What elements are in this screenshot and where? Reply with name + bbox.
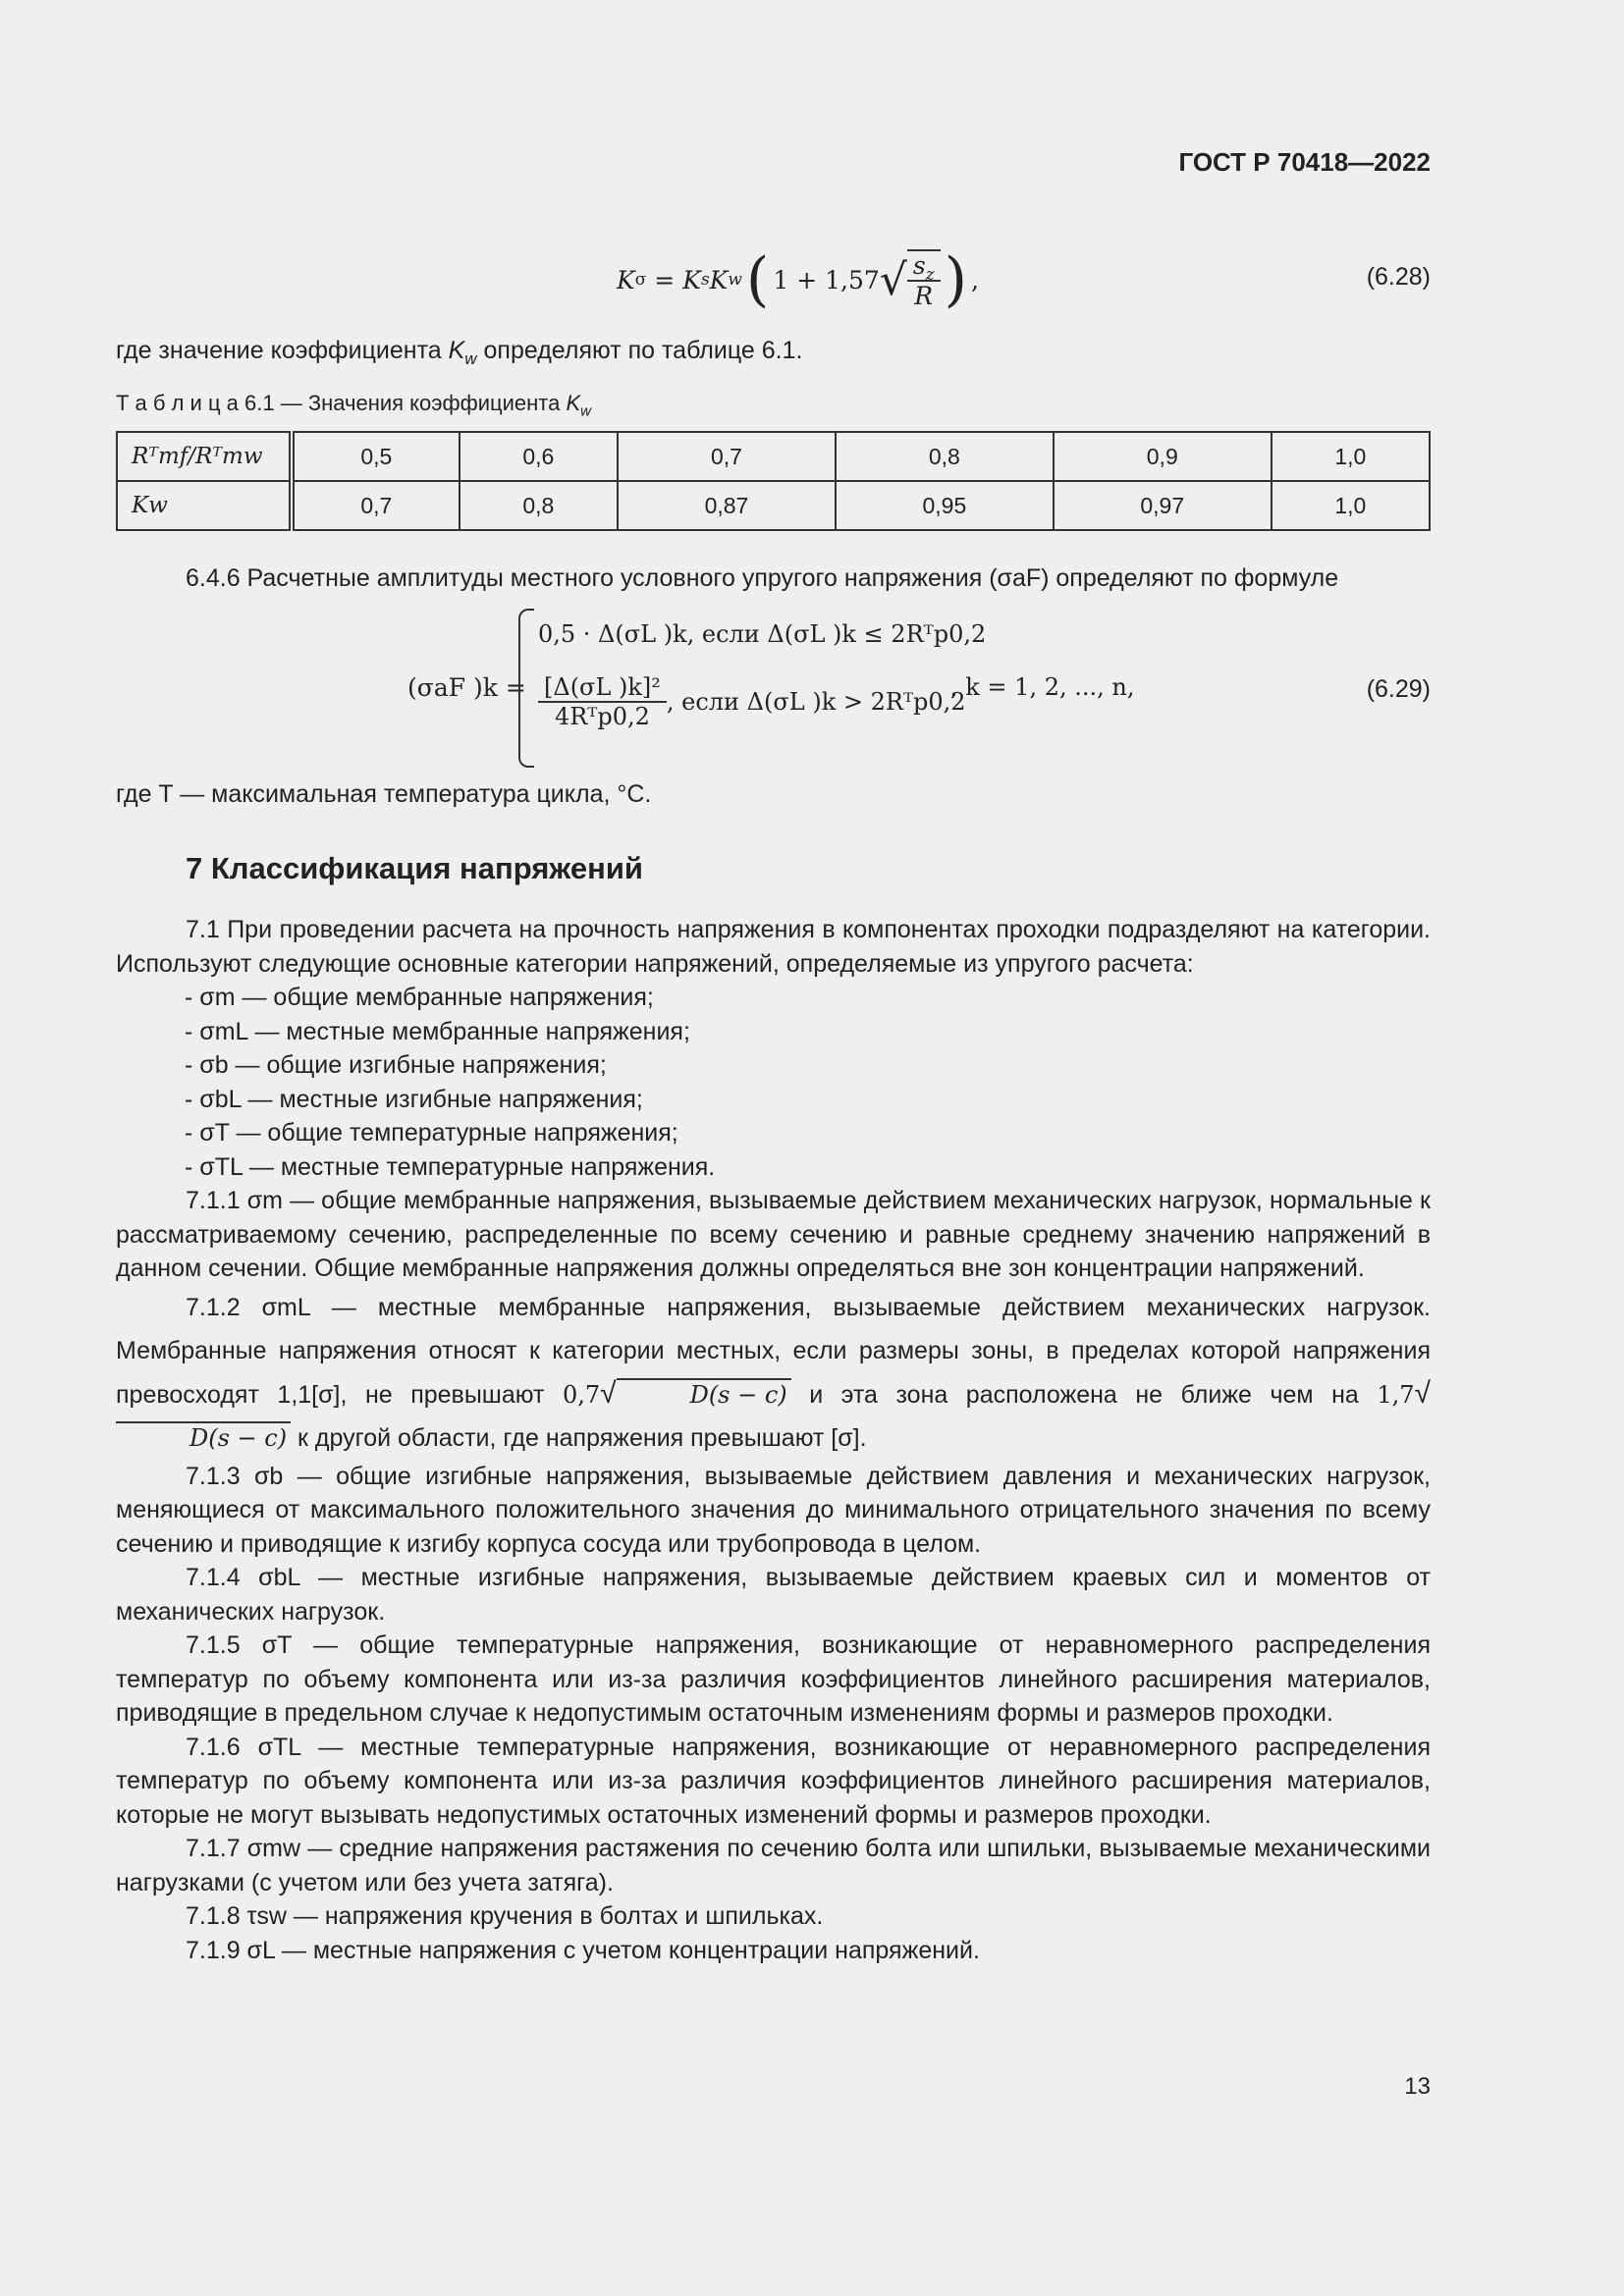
paragraph-7-1-4: 7.1.4 σbL — местные изгибные напряжения, вызываемые действием краевых сил и моментов от механических нагрузок. <box>116 1564 1431 1626</box>
formula-case-2 <box>538 673 966 730</box>
formula-ks: K <box>682 265 701 294</box>
paren-close: ) <box>944 245 968 314</box>
paragraph-7-1-5: 7.1.5 σT — общие температурные напряжения, возникающие от неравномерного распределения температур по объему компонента или из-за различия коэффициентов линейного расширения материалов, приводящие в предельном случае к недопустимым остаточным изменениям формы и размеров проходки. <box>116 1631 1431 1727</box>
row-label-ratio: Rᵀmf/Rᵀmw <box>117 432 292 481</box>
formula-comma: , <box>971 265 979 294</box>
page-number: 13 <box>1404 2073 1431 2100</box>
table-cell: 0,7 <box>618 432 836 481</box>
list-item: - σT — общие температурные напряжения; <box>185 1119 678 1147</box>
document-header-id: ГОСТ Р 70418—2022 <box>1178 147 1431 177</box>
section-7-title: 7 Классификация напряжений <box>186 851 643 885</box>
table-cell: 1,0 <box>1272 481 1430 530</box>
table-cell: 0,9 <box>1054 432 1272 481</box>
table-cell: 0,6 <box>460 432 618 481</box>
paragraph-7-1-6: 7.1.6 σTL — местные температурные напряжения, возникающие от неравномерного распределения температур по объему компонента или из-за различия коэффициентов линейного расширения материалов, которые не могут вызывать недопустимых остаточных изменений формы и размеров проходки. <box>116 1733 1431 1829</box>
text-where-T: где T — максимальная температура цикла, °C. <box>116 780 652 808</box>
formula-case-1: 0,5 · Δ(σL )k, если Δ(σL )k ≤ 2Rᵀp0,2 <box>538 620 987 648</box>
table-cell: 0,8 <box>460 481 618 530</box>
section-7-body <box>116 913 1431 1967</box>
case2-condition: , если Δ(σL )k > 2Rᵀp0,2 <box>666 688 966 716</box>
formula-6-29-lhs: (σaF )k = <box>407 673 526 702</box>
paragraph-7-1: 7.1 При проведении расчета на прочность напряжения в компонентах проходки подразделяют на категории. Используют следующие основные категории напряжений, определяемые из упругого расчета: <box>116 916 1431 978</box>
formula-6-29-number: (6.29) <box>1366 675 1431 703</box>
paragraph-7-1-3: 7.1.3 σb — общие изгибные напряжения, вызываемые действием давления и механических нагрузок, меняющиеся от максимального положительного значения до минимального отрицательного значения по всему сечению и приводящие к изгибу корпуса сосуда или трубопровода в целом. <box>116 1462 1431 1558</box>
table-cell: 1,0 <box>1272 432 1430 481</box>
paragraph-6-4-6: 6.4.6 Расчетные амплитуды местного условного упругого напряжения (σaF) определяют по формуле <box>186 564 1339 592</box>
brace-icon <box>518 609 534 768</box>
paragraph-7-1-2: 7.1.2 σmL — местные мембранные напряжения, вызываемые действием механических нагрузок. Мембранные напряжения относят к категории местных, если размеры зоны, в пределах которой напряжения превосходят 1,1[σ], не превышают 0,7√ D(s − c) и эта зона расположена не ближе чем на 1,7√D(s − c) к другой области, где напряжения превышают [σ]. <box>116 1293 1431 1452</box>
formula-inner-start: 1 + 1,57 <box>773 265 880 294</box>
case2-numerator: [Δ(σL )k]² <box>538 673 667 703</box>
table-cell: 0,8 <box>836 432 1054 481</box>
table-cell: 0,87 <box>618 481 836 530</box>
formula-6-28-number: (6.28) <box>1366 263 1431 291</box>
list-item: - σTL — местные температурные напряжения. <box>185 1152 716 1181</box>
sqrt-sign: √ <box>879 254 907 305</box>
formula-6-28: K σ = K s K w ( 1 + 1,57 √ $\frac{s_z}{R}$ ) , <box>617 245 979 314</box>
paragraph-7-1-9: 7.1.9 σL — местные напряжения с учетом концентрации напряжений. <box>186 1936 980 1964</box>
root-d-s-c: D(s − c) <box>617 1378 791 1410</box>
formula-lhs: K <box>617 265 635 294</box>
table-cell: 0,95 <box>836 481 1054 530</box>
paragraph-7-1-7: 7.1.7 σmw — средние напряжения растяжения по сечению болта или шпильки, вызываемые механическими нагрузками (с учетом или без учета затяга). <box>116 1835 1431 1896</box>
table-row <box>117 481 1430 530</box>
paragraph-7-1-1: 7.1.1 σm — общие мембранные напряжения, вызываемые действием механических нагрузок, нормальные к рассматриваемому сечению, распределенные по всему сечению и равные среднему значению напряжений в данном сечении. Общие мембранные напряжения должны определяться вне зон концентрации напряжений. <box>116 1187 1431 1282</box>
paragraph-7-1-8: 7.1.8 τsw — напряжения кручения в болтах и шпильках. <box>186 1902 824 1930</box>
formula-k-range: , k = 1, 2, ..., n, <box>950 673 1135 701</box>
root-denominator: R <box>914 282 934 310</box>
row-label-kw: Kw <box>117 481 292 530</box>
coef-1-7: 1,7 <box>1377 1380 1415 1409</box>
table-cell: 0,7 <box>292 481 460 530</box>
root-fraction <box>907 249 941 310</box>
paren-open: ( <box>745 245 770 314</box>
list-item: - σbL — местные изгибные напряжения; <box>185 1085 643 1113</box>
root-numerator: $s_z$ <box>907 251 941 282</box>
coefficient-table <box>116 431 1431 531</box>
root-d-s-c-2: D(s − c) <box>116 1421 291 1453</box>
table-row <box>117 432 1430 481</box>
coef-0-7: 0,7 <box>562 1380 601 1409</box>
text-where-kw: где значение коэффициента $K_w$ определяют по таблице 6.1. <box>116 337 803 368</box>
case2-denominator: 4Rᵀp0,2 <box>554 703 650 730</box>
list-item: - σm — общие мембранные напряжения; <box>185 984 654 1011</box>
table-caption: Т а б л и ц а 6.1 — Значения коэффициента $K_w$ <box>116 391 591 420</box>
table-cell: 0,5 <box>292 432 460 481</box>
case2-fraction <box>538 673 667 730</box>
formula-eq: = <box>654 265 676 294</box>
list-item: - σb — общие изгибные напряжения; <box>185 1051 607 1079</box>
table-cell: 0,97 <box>1054 481 1272 530</box>
list-item: - σmL — местные мембранные напряжения; <box>185 1017 690 1045</box>
formula-kw: K <box>709 265 729 294</box>
